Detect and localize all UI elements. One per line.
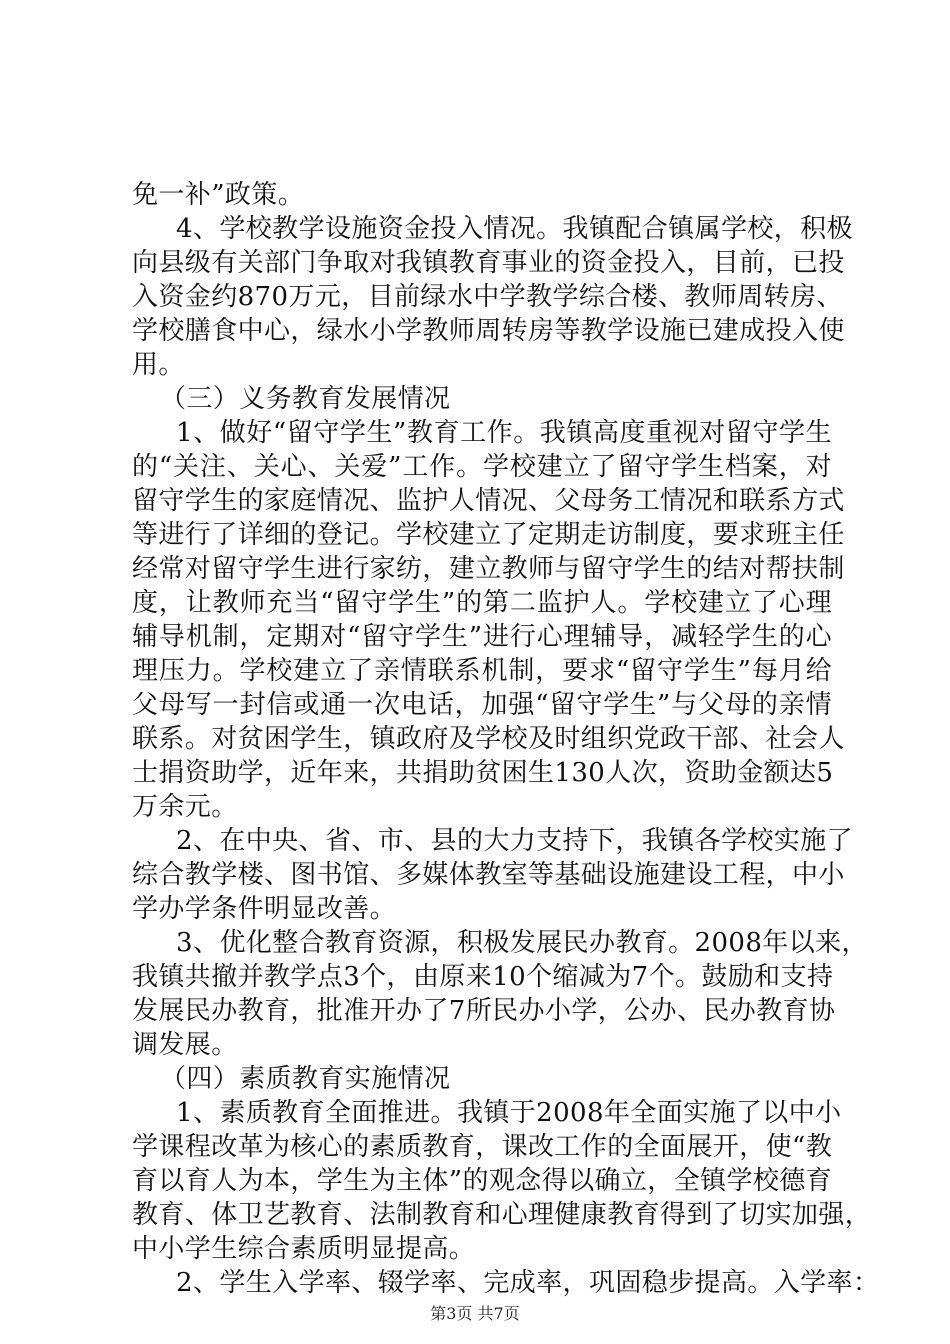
text-line: 学校膳食中心，绿水小学教师周转房等教学设施已建成投入使 [132,316,845,346]
page-footer: 第3页 共7页 [430,1304,520,1323]
text-line: 父母写一封信或通一次电话，加强“留守学生”与父母的亲情 [132,690,832,720]
text-line: 联系。对贫困学生，镇政府及学校及时组织党政干部、社会人 [132,724,845,754]
text-line: 学办学条件明显改善。 [132,894,397,924]
text-line: 等进行了详细的登记。学校建立了定期走访制度，要求班主任 [132,520,845,550]
text-line: 教育、体卫艺教育、法制教育和心理健康教育得到了切实加强， [132,1200,872,1230]
text-line: 调发展。 [132,1030,238,1060]
text-line: 入资金约870万元，目前绿水中学教学综合楼、教师周转房、 [132,282,843,312]
text-line: 3、优化整合教育资源，积极发展民办教育。2008年以来， [176,928,868,958]
text-line: 1、素质教育全面推进。我镇于2008年全面实施了以中小 [176,1098,842,1128]
text-line: 经常对留守学生进行家纺，建立教师与留守学生的结对帮扶制 [132,554,845,584]
text-line: 度，让教师充当“留守学生”的第二监护人。学校建立了心理 [132,588,832,618]
text-line: 2、在中央、省、市、县的大力支持下，我镇各学校实施了 [176,826,853,856]
section-heading: （四）素质教育实施情况 [160,1064,451,1094]
text-line: 中小学生综合素质明显提高。 [132,1234,476,1264]
text-line: 4、学校教学设施资金投入情况。我镇配合镇属学校，积极 [176,214,853,244]
text-line: 士捐资助学，近年来，共捐助贫困生130人次，资助金额达5 [132,758,834,788]
text-line: 万余元。 [132,792,238,822]
text-line: 发展民办教育，批准开办了7所民办小学，公办、民办教育协 [132,996,836,1026]
text-line: 的“关注、关心、关爱”工作。学校建立了留守学生档案，对 [132,452,832,482]
text-line: 辅导机制，定期对“留守学生”进行心理辅导，减轻学生的心 [132,622,832,652]
text-line: 向县级有关部门争取对我镇教育事业的资金投入，目前，已投 [132,248,845,278]
text-line: 留守学生的家庭情况、监护人情况、父母务工情况和联系方式 [132,486,845,516]
text-line: 用。 [132,350,185,380]
section-heading: （三）义务教育发展情况 [160,384,451,414]
text-line: 1、做好“留守学生”教育工作。我镇高度重视对留守学生 [176,418,832,448]
text-line: 免一补”政策。 [132,180,305,210]
text-line: 2、学生入学率、辍学率、完成率，巩固稳步提高。入学率： [176,1268,880,1298]
text-line: 学课程改革为核心的素质教育，课改工作的全面展开，使“教 [132,1132,833,1162]
text-line: 我镇共撤并教学点3个，由原来10个缩减为7个。鼓励和支持 [132,962,834,992]
text-line: 综合教学楼、图书馆、多媒体教室等基础设施建设工程，中小 [132,860,845,890]
text-line: 育以育人为本，学生为主体”的观念得以确立，全镇学校德育 [132,1166,833,1196]
text-line: 理压力。学校建立了亲情联系机制，要求“留守学生”每月给 [132,656,832,686]
